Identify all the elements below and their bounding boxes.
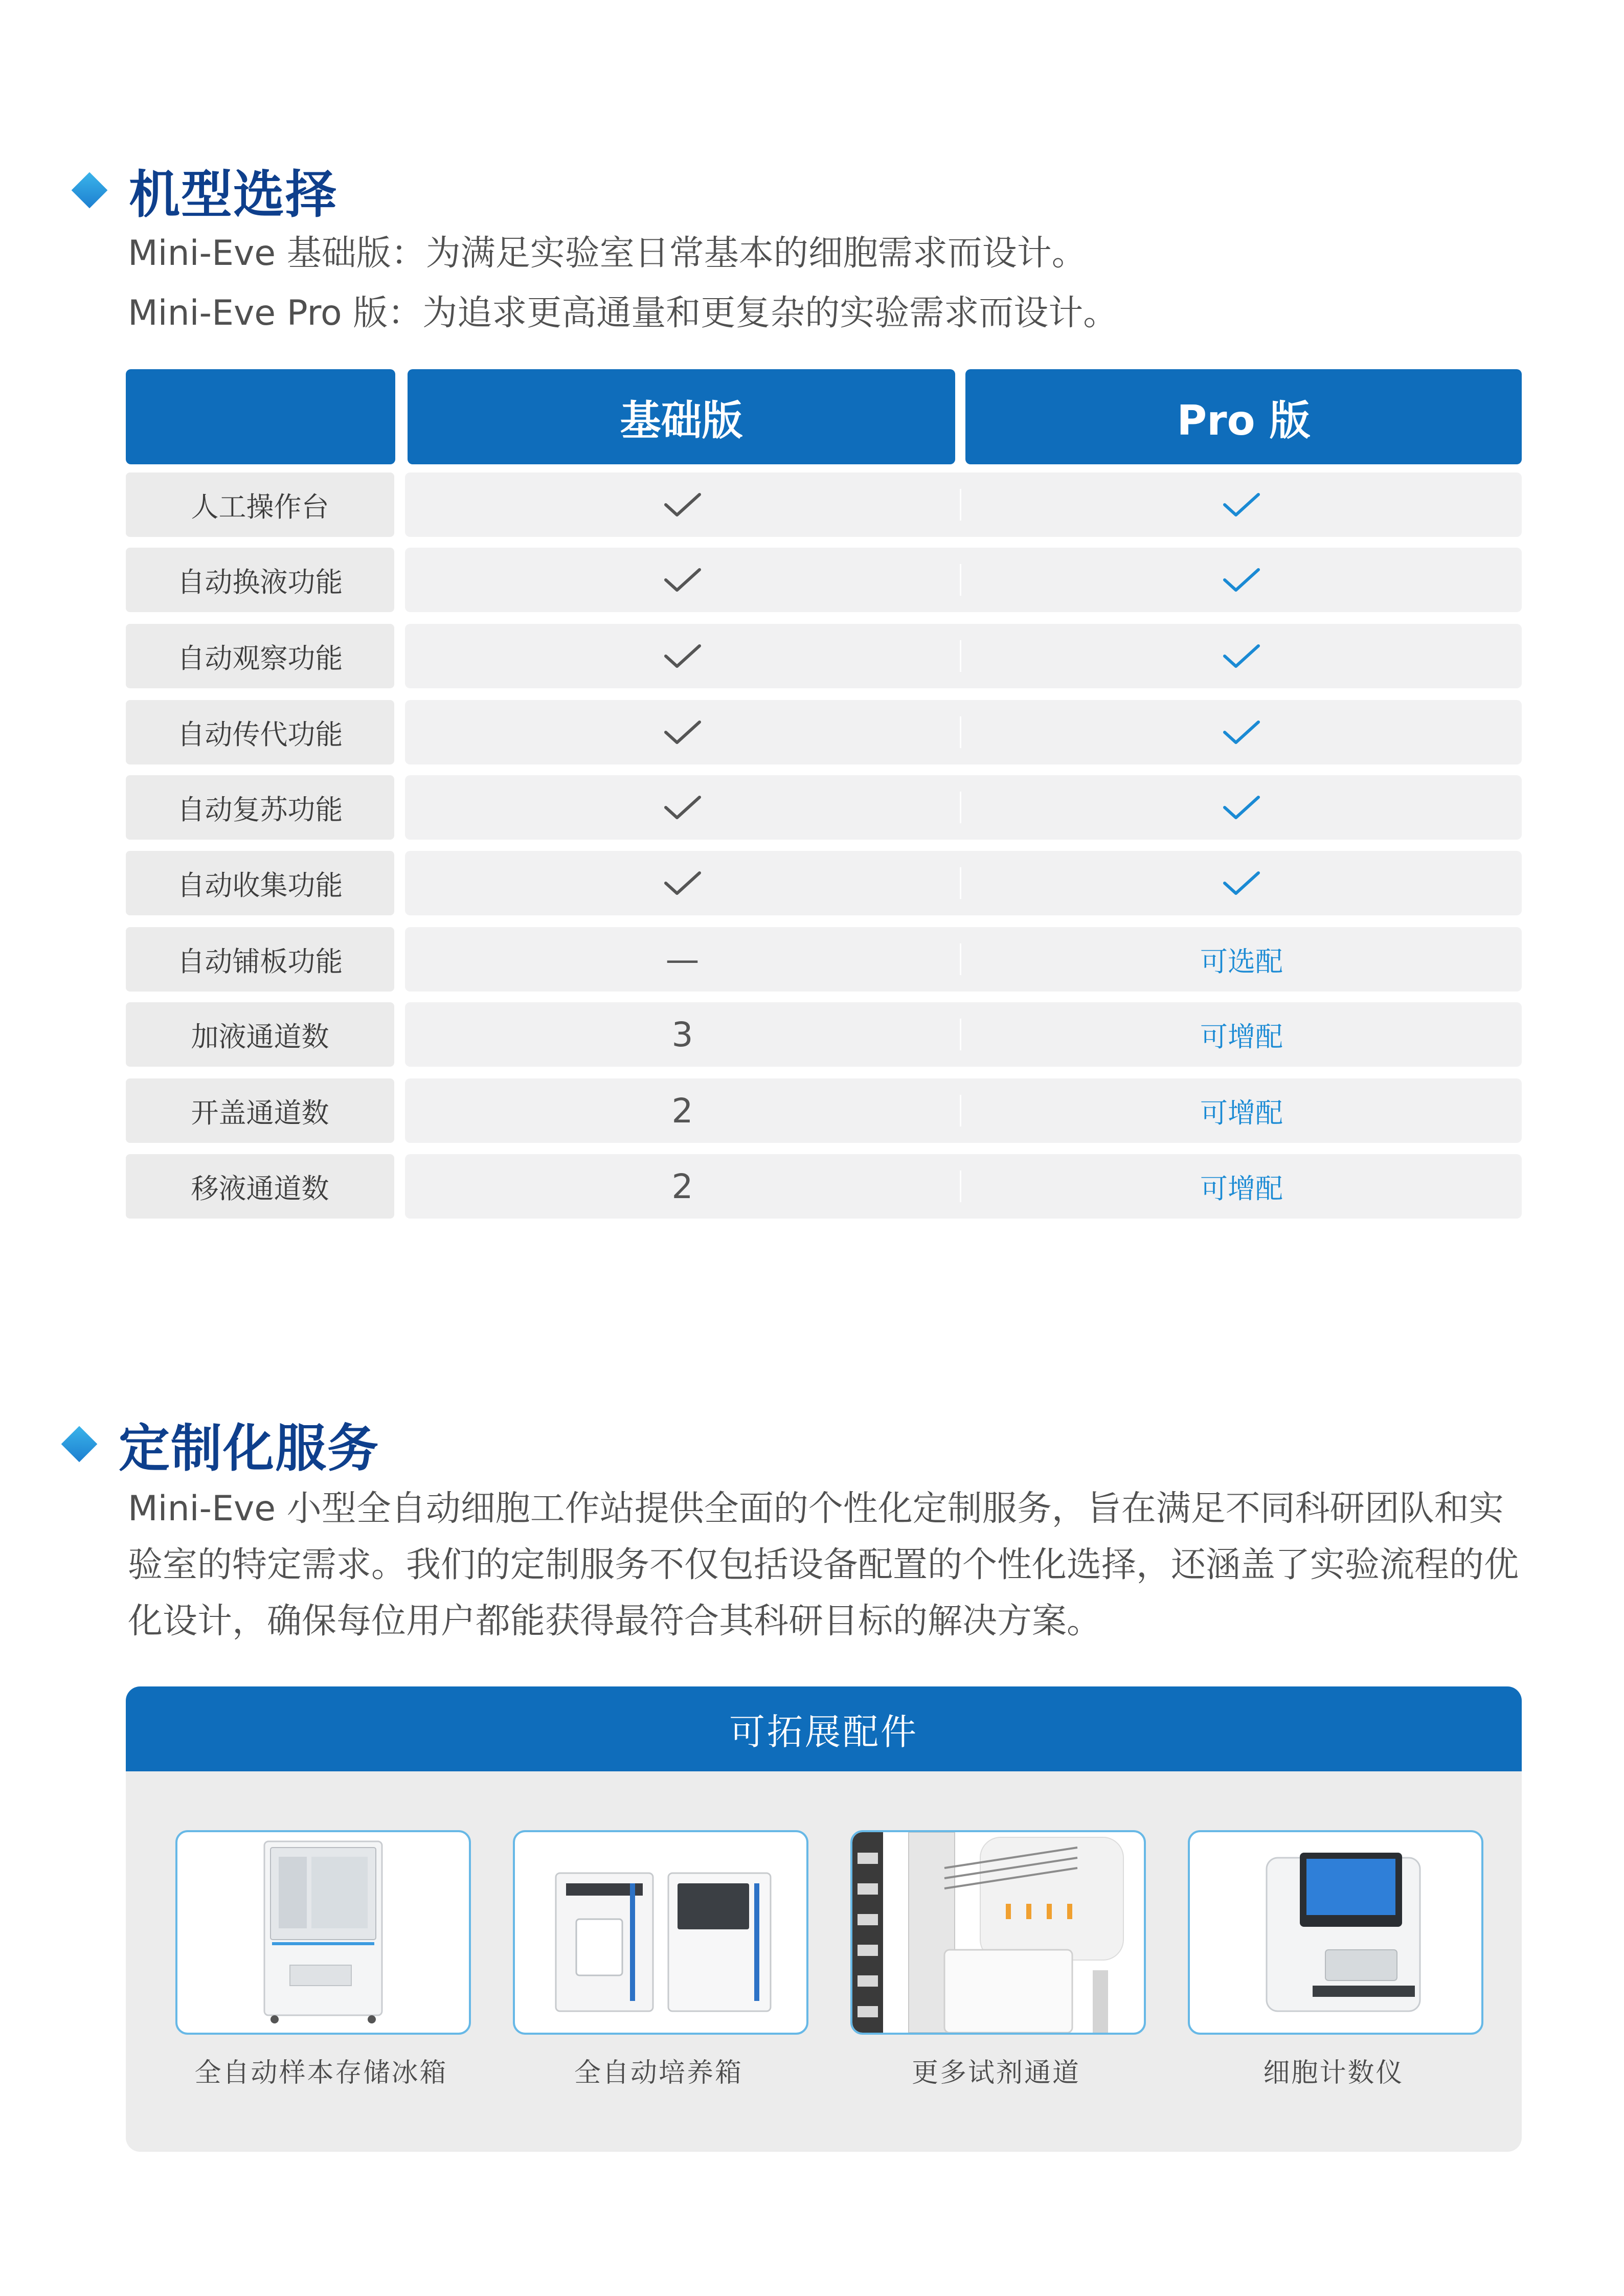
basic-value: 2 <box>671 1166 693 1206</box>
accessory-tile-reagent[interactable] <box>850 1830 1146 2035</box>
checkmark-icon <box>961 548 1522 612</box>
accessories-card <box>126 1686 1522 2152</box>
accessory-caption: 更多试剂通道 <box>911 2058 1080 2088</box>
feature-label: 自动传代功能 <box>126 700 394 764</box>
diamond-bullet-icon <box>61 1426 98 1462</box>
checkmark-icon <box>405 775 960 840</box>
table-row <box>126 624 1522 688</box>
checkmark-icon <box>405 548 960 612</box>
basic-cell <box>405 1154 960 1219</box>
pro-value: 可增配 <box>1200 1020 1283 1053</box>
checkmark-icon <box>961 624 1522 688</box>
value-cells <box>405 624 1522 688</box>
custom-desc-line-2: 验室的特定需求。我们的定制服务不仅包括设备配置的个性化选择，还涵盖了实验流程的优 <box>128 1545 1519 1585</box>
table-row <box>126 1154 1522 1219</box>
pro-cell <box>961 927 1522 992</box>
section-header-model <box>72 153 337 227</box>
pro-value: 可选配 <box>1200 945 1283 978</box>
table-row <box>126 927 1522 992</box>
custom-desc-line-1: Mini-Eve 小型全自动细胞工作站提供全面的个性化定制服务，旨在满足不同科研团队和实 <box>128 1489 1504 1529</box>
pro-value: 可增配 <box>1200 1096 1283 1129</box>
pro-cell <box>961 1078 1522 1143</box>
accessory-caption: 全自动培养箱 <box>574 2058 743 2088</box>
basic-value: 2 <box>671 1091 693 1131</box>
cell-counter-image <box>1190 1832 1481 2033</box>
basic-cell <box>405 927 960 992</box>
diamond-bullet-icon <box>72 172 108 209</box>
pro-cell <box>961 1002 1522 1067</box>
reagent-channel-image <box>852 1832 1144 2033</box>
table-row <box>126 700 1522 764</box>
table-header-pro: Pro 版 <box>965 369 1522 464</box>
feature-label: 自动复苏功能 <box>126 775 394 840</box>
feature-label: 移液通道数 <box>126 1154 394 1219</box>
accessory-tile-incubator[interactable] <box>513 1830 808 2035</box>
feature-label: 自动铺板功能 <box>126 927 394 992</box>
value-cells <box>405 700 1522 764</box>
feature-label: 人工操作台 <box>126 472 394 537</box>
checkmark-icon <box>961 472 1522 537</box>
section-title: 定制化服务 <box>119 1419 379 1478</box>
checkmark-icon <box>961 700 1522 764</box>
custom-desc-line-3: 化设计，确保每位用户都能获得最符合其科研目标的解决方案。 <box>128 1601 1102 1641</box>
table-row <box>126 1002 1522 1067</box>
table-row <box>126 1078 1522 1143</box>
pro-value: 可增配 <box>1200 1172 1283 1205</box>
checkmark-icon <box>405 851 960 915</box>
accessory-tile-freezer[interactable] <box>175 1830 471 2035</box>
incubator-image <box>515 1832 806 2033</box>
intro-line-pro: Mini-Eve Pro 版：为追求更高通量和更复杂的实验需求而设计。 <box>128 293 1118 333</box>
value-cells <box>405 1078 1522 1143</box>
table-row <box>126 548 1522 612</box>
value-cells <box>405 851 1522 915</box>
table-header-blank <box>126 369 395 464</box>
section-title: 机型选择 <box>129 165 337 224</box>
basic-cell <box>405 1002 960 1067</box>
value-cells <box>405 1154 1522 1219</box>
value-cells <box>405 927 1522 992</box>
feature-label: 自动换液功能 <box>126 548 394 612</box>
basic-cell <box>405 1078 960 1143</box>
basic-value: 3 <box>671 1015 693 1054</box>
accessory-caption: 全自动样本存储冰箱 <box>194 2058 448 2088</box>
checkmark-icon <box>961 851 1522 915</box>
value-cells <box>405 548 1522 612</box>
feature-label: 加液通道数 <box>126 1002 394 1067</box>
accessory-caption: 细胞计数仪 <box>1263 2058 1404 2088</box>
feature-label: 开盖通道数 <box>126 1078 394 1143</box>
sample-freezer-image <box>177 1832 469 2033</box>
table-row <box>126 851 1522 915</box>
value-cells <box>405 775 1522 840</box>
intro-line-basic: Mini-Eve 基础版：为满足实验室日常基本的细胞需求而设计。 <box>128 233 1087 274</box>
feature-label: 自动收集功能 <box>126 851 394 915</box>
basic-value: — <box>665 939 700 979</box>
table-row <box>126 472 1522 537</box>
checkmark-icon <box>405 624 960 688</box>
table-header-basic: 基础版 <box>408 369 955 464</box>
checkmark-icon <box>405 700 960 764</box>
checkmark-icon <box>961 775 1522 840</box>
pro-cell <box>961 1154 1522 1219</box>
accessory-tile-cell-counter[interactable] <box>1188 1830 1483 2035</box>
accessories-title: 可拓展配件 <box>126 1686 1522 1771</box>
section-header-custom <box>61 1407 379 1481</box>
value-cells <box>405 472 1522 537</box>
value-cells <box>405 1002 1522 1067</box>
table-row <box>126 775 1522 840</box>
checkmark-icon <box>405 472 960 537</box>
feature-label: 自动观察功能 <box>126 624 394 688</box>
